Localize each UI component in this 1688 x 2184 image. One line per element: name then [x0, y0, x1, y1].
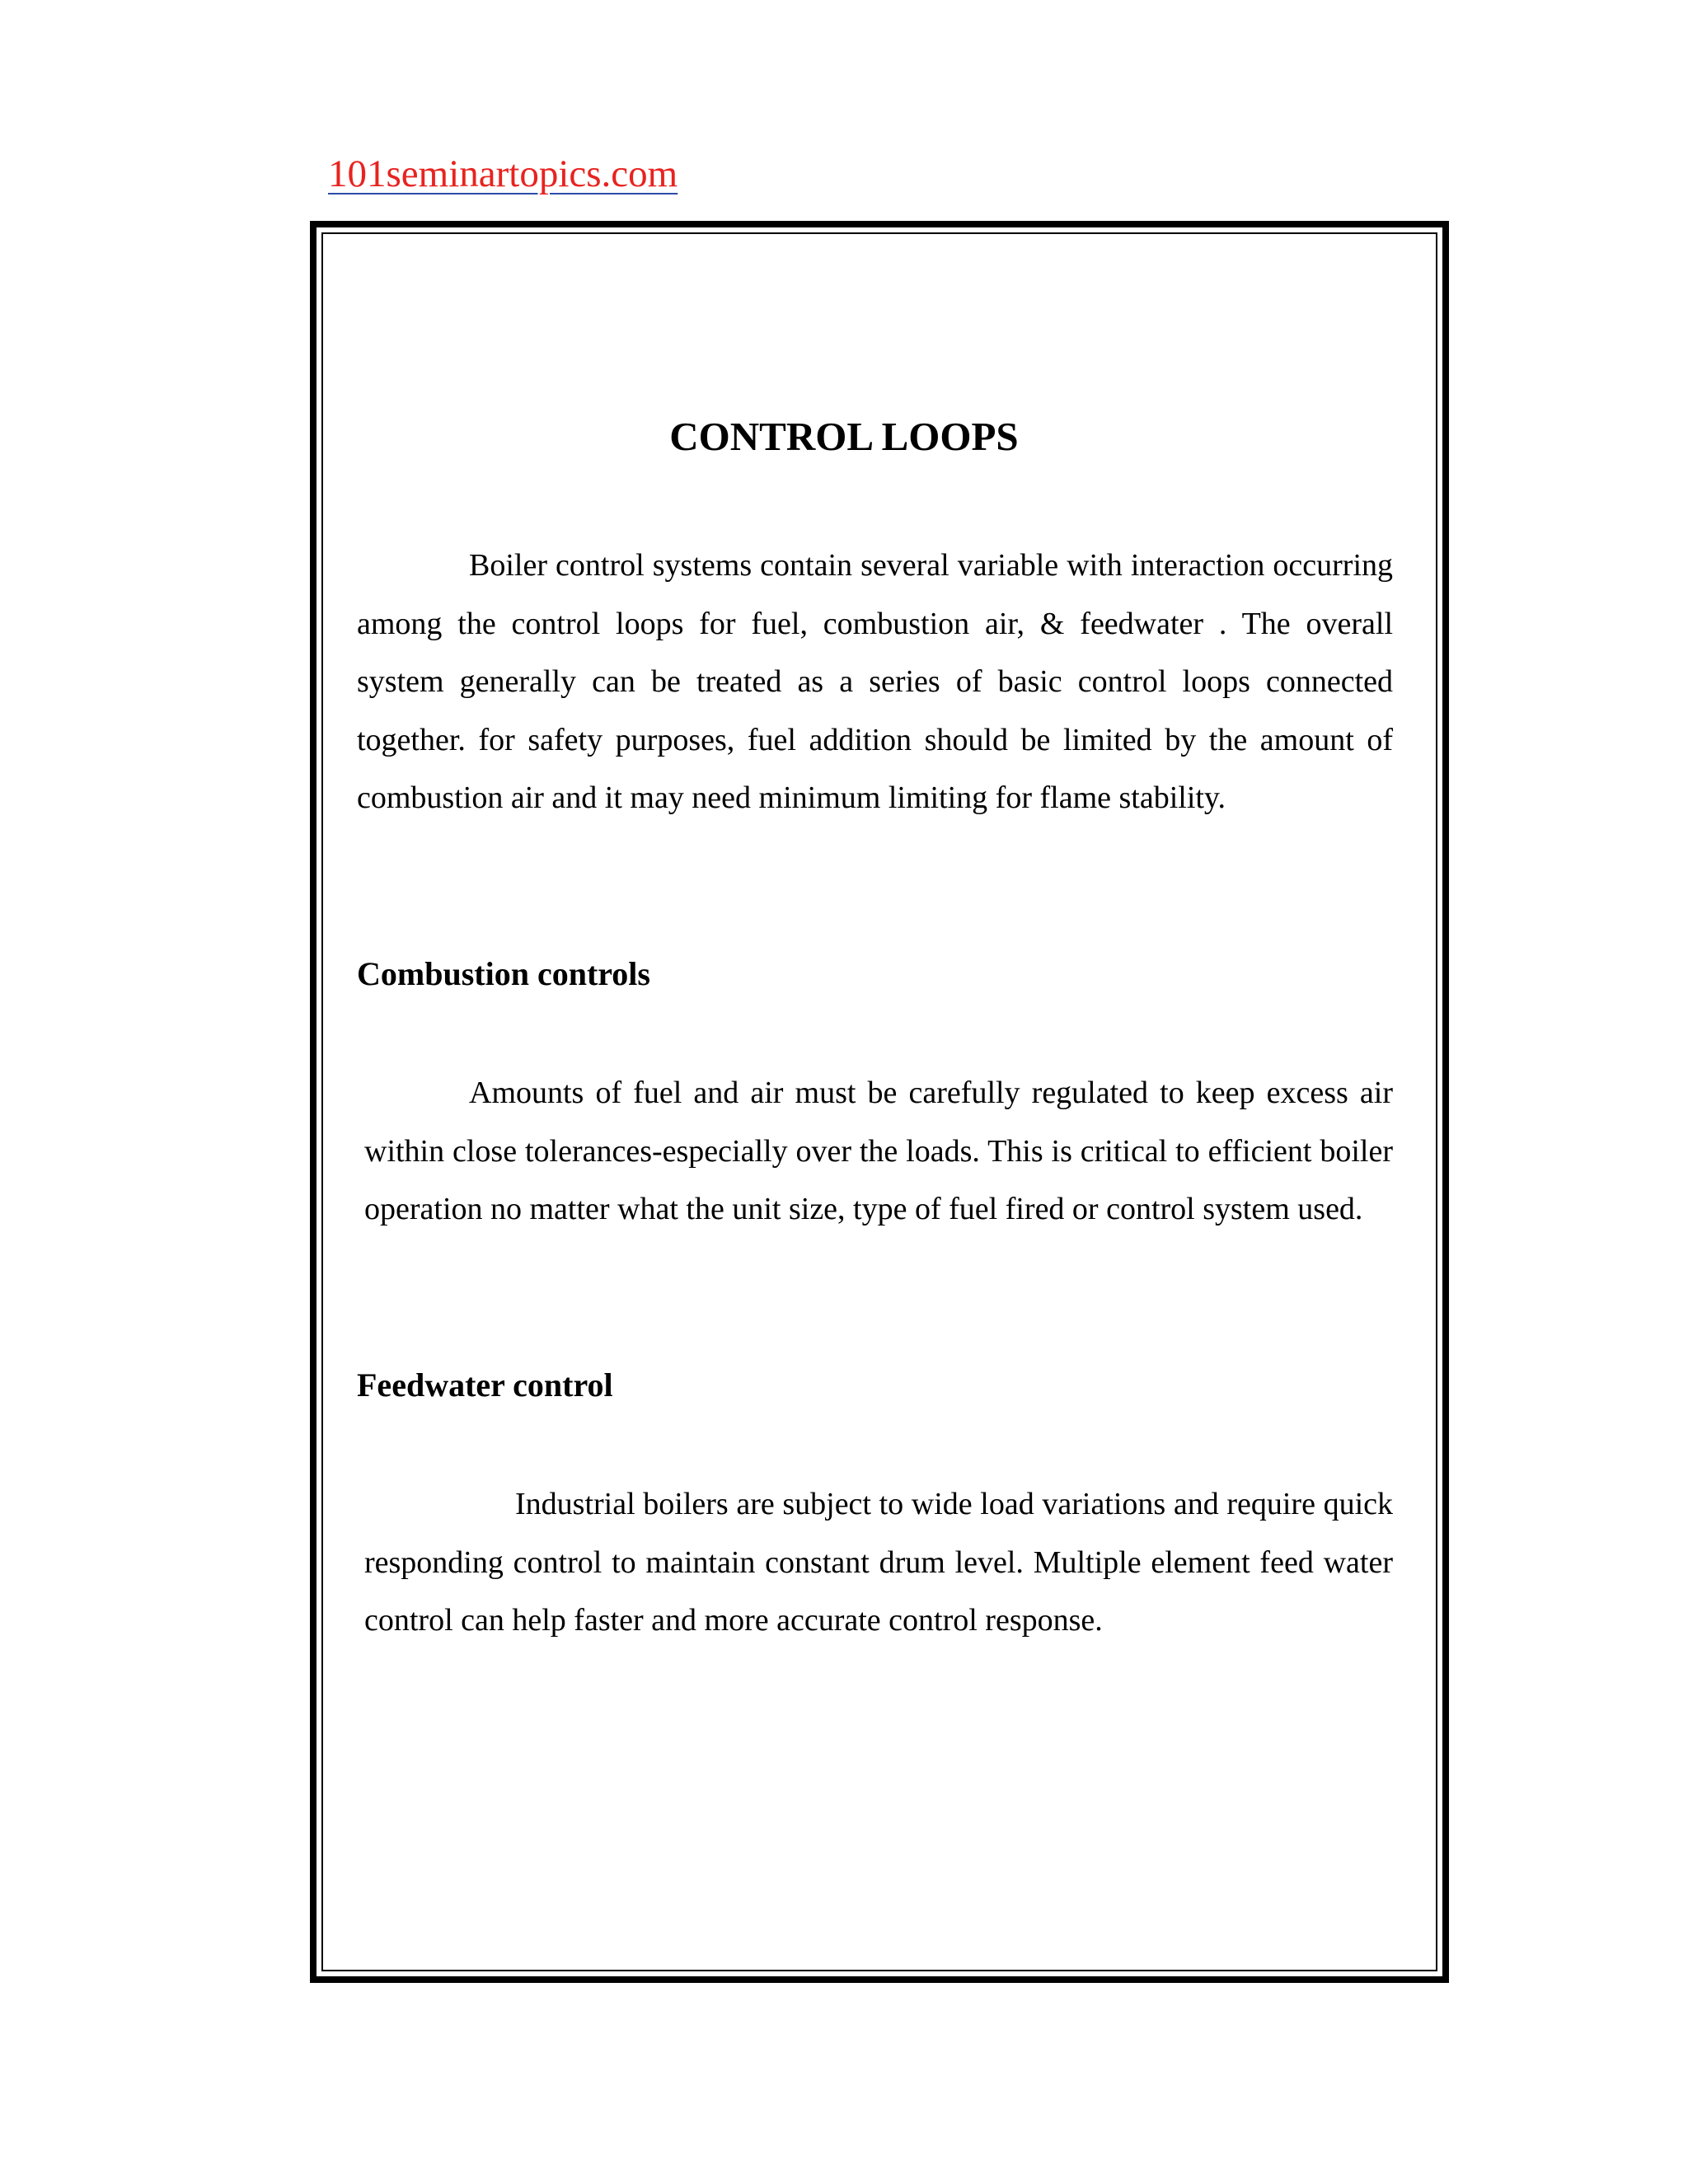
site-link[interactable]: 101seminartopics.com	[328, 152, 678, 195]
section-paragraph-feedwater-control: Industrial boilers are subject to wide load variations and require quick responding control to maintain constant drum level. Multiple element feed water control can help faster and more accurate control response.	[364, 1487, 1393, 1638]
section-heading-feedwater-control: Feedwater control	[357, 1366, 613, 1404]
intro-paragraph: Boiler control systems contain several variable with interaction occurring among the control loops for fuel, combustion air, & feedwater . The overall system generally can be treated as a series of basic control loops connected together. for safety purposes, fuel addition should be limited by the amount of combustion air and it may need minimum limiting for flame stability.	[357, 548, 1393, 815]
section-heading-combustion-controls: Combustion controls	[357, 955, 650, 992]
section-paragraph-combustion-controls: Amounts of fuel and air must be carefully regulated to keep excess air within close tolerances-especially over the loads. This is critical to efficient boiler operation no matter what the unit size, type of fuel fired or control system used.	[364, 1076, 1393, 1226]
page-title: CONTROL LOOPS	[669, 414, 1019, 459]
